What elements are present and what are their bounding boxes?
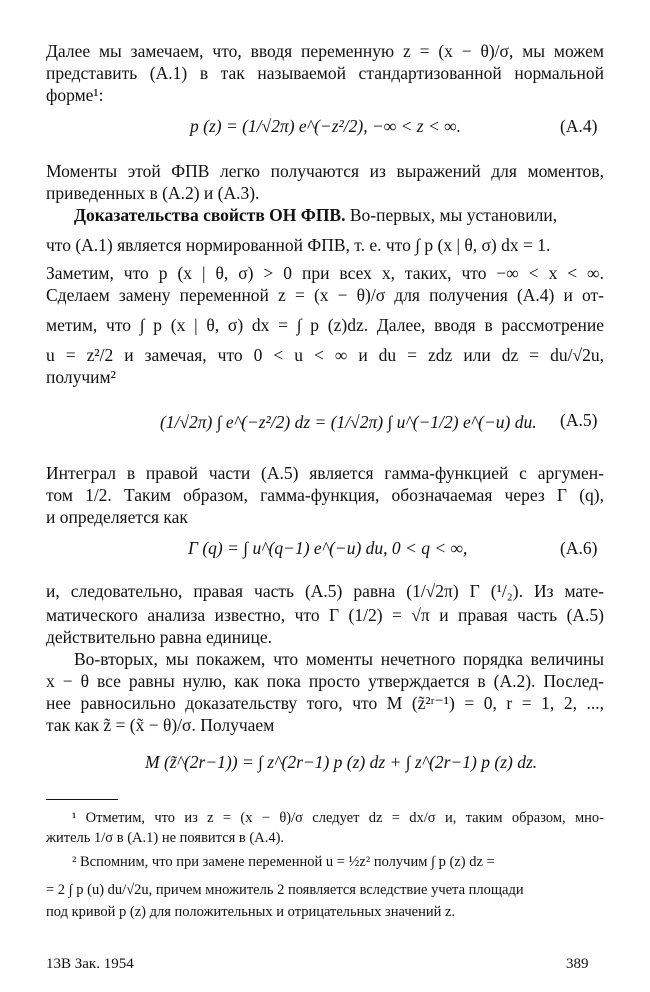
text-line: действительно равна единице.	[46, 627, 273, 647]
text-line: матического анализа известно, что Γ (1/2) = √π и правая часть (А.5)	[46, 605, 604, 625]
text-line: Во-вторых, мы покажем, что моменты нечетного порядка величины	[74, 649, 604, 669]
equation-number: (А.4)	[560, 116, 598, 136]
equation-a6	[188, 530, 548, 570]
text-line: метим, что ∫ p (x | θ, σ) dx = ∫ p (z)dz. Далее, вводя в рассмотрение	[46, 315, 604, 335]
text-line: Интеграл в правой части (А.5) является гамма-функцией с аргумен-	[46, 463, 604, 483]
section-heading: Доказательства свойств ОН ФПВ.	[74, 205, 346, 225]
text-line: приведенных в (А.2) и (А.3).	[46, 183, 260, 203]
text-line: форме¹:	[46, 85, 104, 105]
text-line: и определяется как	[46, 507, 188, 527]
footnote-2-line: под кривой p (z) для положительных и отрицательных значений z.	[46, 904, 456, 920]
text-line: Заметим, что p (x | θ, σ) > 0 при всех x, таких, что −∞ < x < ∞.	[46, 263, 604, 283]
text-line: получим²	[46, 367, 116, 387]
text-line: Далее мы замечаем, что, вводя переменную z = (x − θ)/σ, мы можем	[46, 41, 604, 61]
text-line: Сделаем замену переменной z = (x − θ)/σ для получения (А.4) и от-	[46, 285, 604, 305]
text-line: x − θ все равны нулю, как пока просто утверждается в (А.2). Послед-	[46, 671, 604, 691]
equation-a4	[190, 108, 550, 148]
text-line: Моменты этой ФПВ легко получаются из выражений для моментов,	[46, 161, 604, 181]
equation-a4-text: p (z) = (1/√2π) e^(−z²/2), −∞ < z < ∞.	[190, 116, 462, 136]
equation-number: (А.5)	[560, 410, 598, 430]
text-line: и, следовательно, правая часть (А.5) равна (1/√2π) Γ (¹/₂). Из мате-	[46, 581, 604, 601]
text-span: Во-первых, мы установили,	[345, 205, 558, 225]
text-line: u = z²/2 и замечая, что 0 < u < ∞ и du = zdz или dz = du/√2u,	[46, 345, 604, 365]
text-line	[74, 204, 604, 226]
text-line: представить (А.1) в так называемой стандартизованной нормальной	[46, 63, 604, 83]
page-number: 389	[566, 956, 589, 972]
printer-signature: 13В Зак. 1954	[46, 956, 134, 972]
footnote-rule	[46, 799, 118, 800]
equation-a5-text: (1/√2π) ∫ e^(−z²/2) dz = (1/√2π) ∫ u^(−1/2) e^(−u) du.	[160, 412, 537, 432]
equation-number: (А.6)	[560, 538, 598, 558]
equation-a7-text: M (z̃^(2r−1)) = ∫ z^(2r−1) p (z) dz + ∫ z^(2r−1) p (z) dz.	[145, 752, 538, 772]
text-line: что (А.1) является нормированной ФПВ, т. е. что ∫ p (x | θ, σ) dx = 1.	[46, 235, 551, 255]
text-line: нее равносильно доказательству того, что M (z̃²ʳ⁻¹) = 0, r = 1, 2, ...,	[46, 693, 604, 713]
footnote-2-line: ² Вспомним, что при замене переменной u = ½z² получим ∫ p (z) dz =	[72, 854, 495, 870]
footnote-2-line: = 2 ∫ p (u) du/√2u, причем множитель 2 появляется вследствие учета площади	[46, 882, 524, 898]
footnote-1-line: житель 1/σ в (А.1) не появится в (А.4).	[46, 830, 285, 846]
text-line: том 1/2. Таким образом, гамма-функция, обозначаемая через Γ (q),	[46, 485, 604, 505]
equation-a5	[160, 400, 550, 444]
equation-a7	[145, 740, 565, 786]
text-line: так как z̃ = (x̃ − θ)/σ. Получаем	[46, 715, 275, 735]
equation-a6-text: Γ (q) = ∫ u^(q−1) e^(−u) du, 0 < q < ∞,	[188, 538, 468, 558]
footnote-1-line: ¹ Отметим, что из z = (x − θ)/σ следует dz = dx/σ и, таким образом, мно-	[72, 810, 604, 826]
